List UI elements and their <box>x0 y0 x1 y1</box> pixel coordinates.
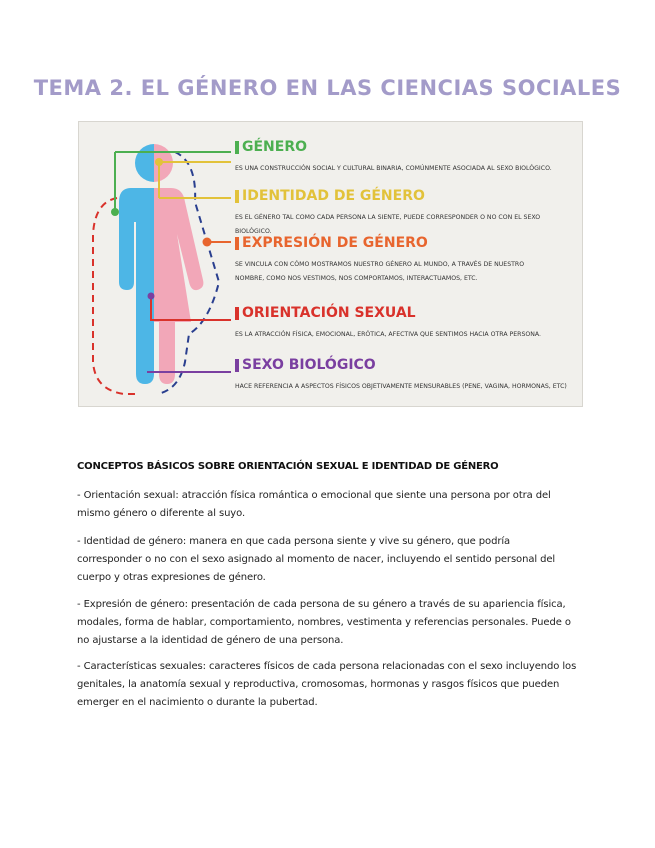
concept-description: SE VINCULA CON CÓMO MOSTRAMOS NUESTRO GÉNERO AL MUNDO, A TRAVÉS DE NUESTRO NOMBRE, COMO NOS VESTIMOS, NOS COMPORTAMOS, INTERACTUAMOS, ETC. <box>235 261 525 282</box>
concept-title: EXPRESIÓN DE GÉNERO <box>242 235 428 251</box>
section-heading: CONCEPTOS BÁSICOS SOBRE ORIENTACIÓN SEXUAL E IDENTIDAD DE GÉNERO <box>77 461 499 472</box>
paragraph-orientacion: - Orientación sexual: atracción física romántica o emocional que siente una persona por otra del mismo género o diferente al suyo. <box>77 490 551 519</box>
bullet-bar <box>235 141 239 154</box>
concept-description: ES EL GÉNERO TAL COMO CADA PERSONA LA SIENTE, PUEDE CORRESPONDER O NO CON EL SEXO BIOLÓGICO. <box>235 214 541 235</box>
paragraph-expresion: - Expresión de género: presentación de cada persona de su género a través de su apariencia física, modales, forma de hablar, comportamiento, nombres, vestimenta y referencias personales. Puede o no ajustarse a la identidad de género de una persona. <box>77 599 571 646</box>
connector-genero <box>115 152 231 154</box>
dot-orientacion <box>148 293 155 300</box>
dot-expresion <box>203 238 212 247</box>
concept-title: SEXO BIOLÓGICO <box>242 357 376 373</box>
page-title: TEMA 2. EL GÉNERO EN LAS CIENCIAS SOCIALES <box>33 76 622 100</box>
concept-identidad <box>235 188 575 239</box>
gender-infographic <box>78 121 583 407</box>
concept-title: ORIENTACIÓN SEXUAL <box>242 305 416 321</box>
bullet-bar <box>235 307 239 320</box>
paragraph-caracteristicas: - Características sexuales: caracteres físicos de cada persona relacionadas con el sexo incluyendo los genitales, la anatomía sexual y reproductiva, cromosomas, hormonas y rasgos físicos que pueden emerger en el nacimiento o durante la pubertad. <box>77 661 577 708</box>
concept-expresion <box>235 235 555 286</box>
dot-identidad <box>155 158 163 166</box>
concept-sexo <box>235 357 575 394</box>
concept-orientacion <box>235 305 575 342</box>
female-half-figure <box>154 144 203 384</box>
concept-description: ES UNA CONSTRUCCIÓN SOCIAL Y CULTURAL BINARIA, COMÚNMENTE ASOCIADA AL SEXO BIOLÓGICO. <box>235 165 552 172</box>
bullet-bar <box>235 359 239 372</box>
concept-genero <box>235 139 575 176</box>
concept-title: IDENTIDAD DE GÉNERO <box>242 188 425 204</box>
dot-genero <box>111 208 119 216</box>
concept-description: HACE REFERENCIA A ASPECTOS FÍSICOS OBJETIVAMENTE MENSURABLES (PENE, VAGINA, HORMONAS, ETC) <box>235 383 567 390</box>
paragraph-identidad: - Identidad de género: manera en que cada persona siente y vive su género, que podría corresponder o no con el sexo asignado al momento de nacer, incluyendo el sentido personal del cuerpo y otras expresiones de género. <box>77 536 556 583</box>
concept-description: ES LA ATRACCIÓN FÍSICA, EMOCIONAL, ERÓTICA, AFECTIVA QUE SENTIMOS HACIA OTRA PERSONA. <box>235 331 541 338</box>
concept-title: GÉNERO <box>242 139 308 155</box>
male-half-figure <box>119 144 154 384</box>
bullet-bar <box>235 237 239 250</box>
bullet-bar <box>235 190 239 203</box>
